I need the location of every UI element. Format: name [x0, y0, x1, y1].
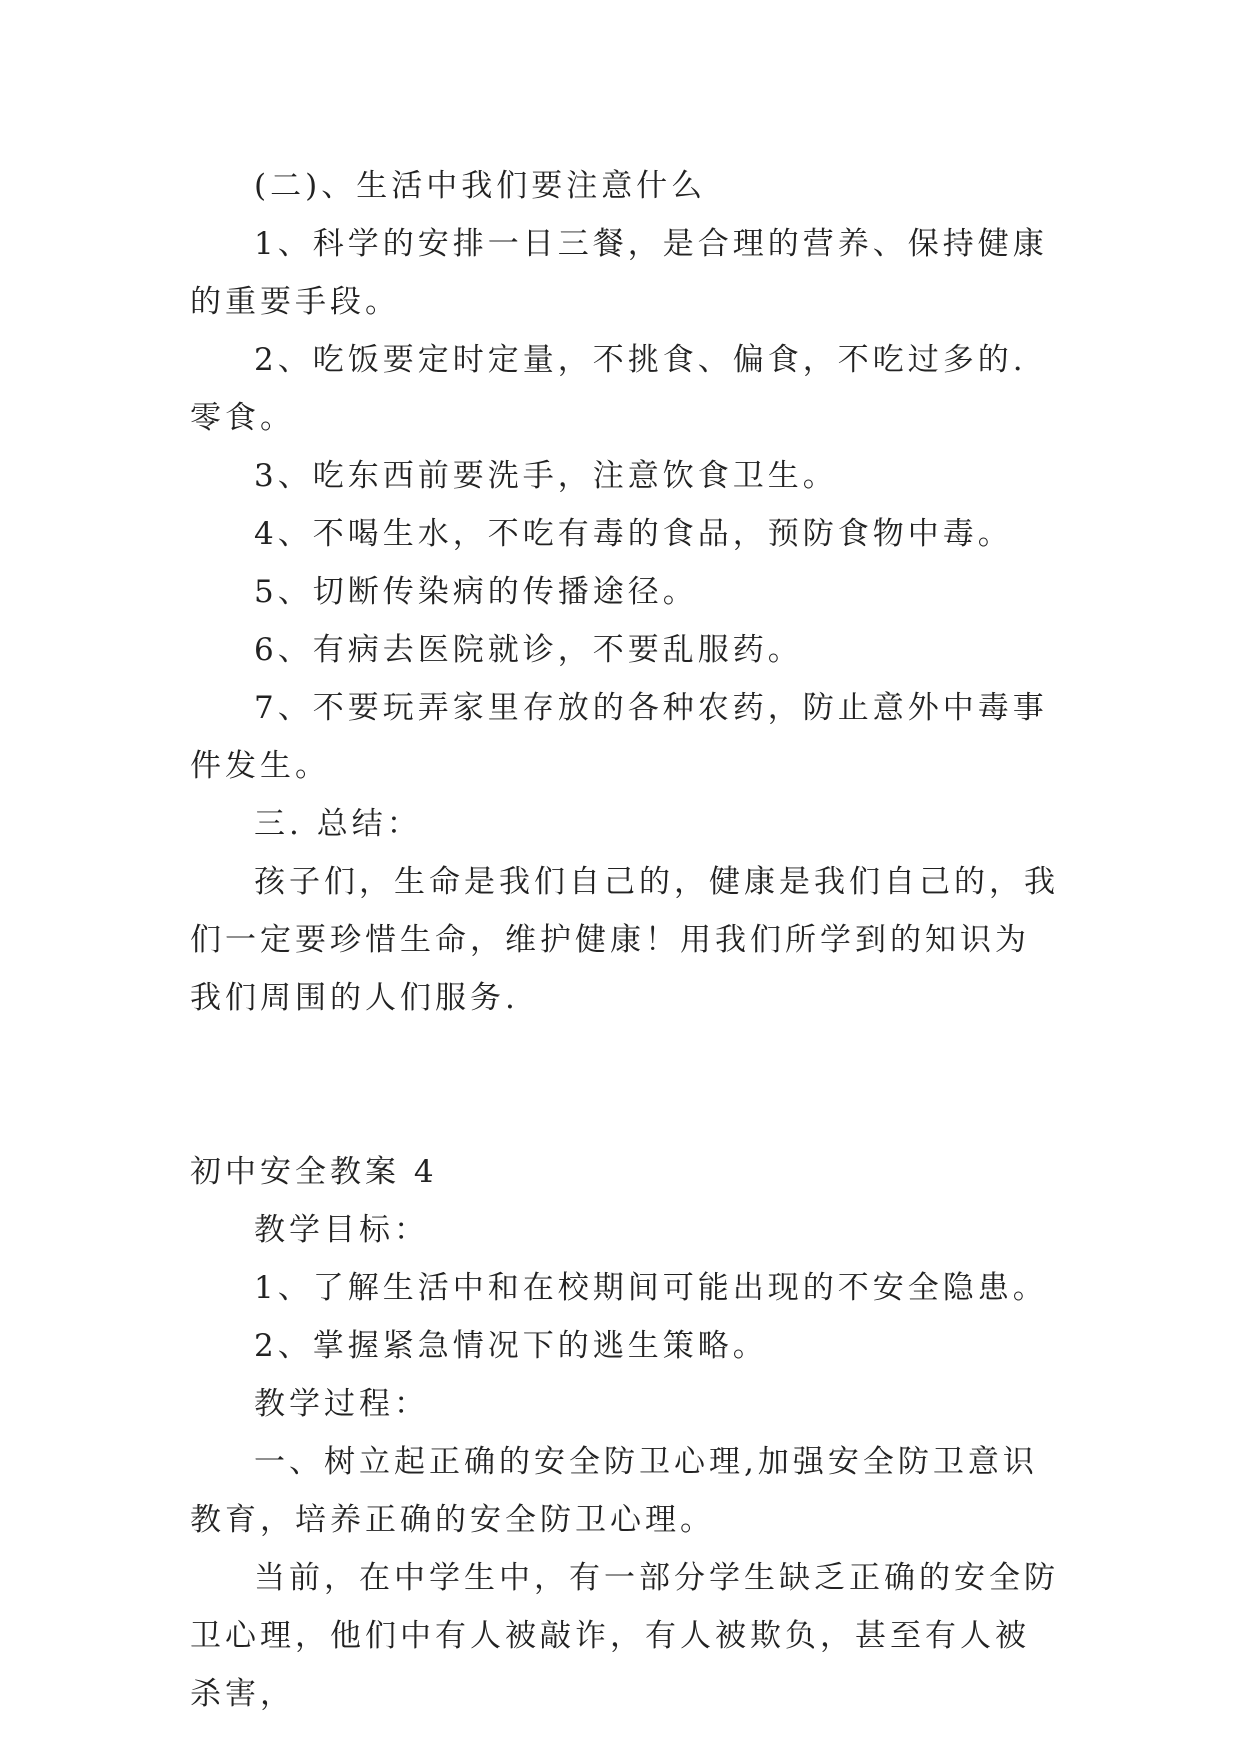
paragraph: 2、吃饭要定时定量，不挑食、偏食，不吃过多的.零食。	[190, 342, 1027, 436]
paragraph: 1、科学的安排一日三餐，是合理的营养、保持健康的重要手段。	[190, 226, 1048, 320]
paragraph: 教学过程：	[254, 1386, 429, 1422]
section-gap	[190, 1027, 1060, 1143]
paragraph: 教学目标：	[254, 1212, 429, 1248]
paragraph: 孩子们，生命是我们自己的，健康是我们自己的，我们一定要珍惜生命，维护健康！用我们所学到的知识为我们周围的人们服务.	[190, 864, 1059, 1016]
paragraph: (二)、生活中我们要注意什么	[254, 168, 707, 204]
paragraph: 2、掌握紧急情况下的逃生策略。	[254, 1328, 768, 1364]
paragraph: 6、有病去医院就诊，不要乱服药。	[254, 632, 803, 668]
paragraph: 3、吃东西前要洗手，注意饮食卫生。	[254, 458, 838, 494]
paragraph: 7、不要玩弄家里存放的各种农药，防止意外中毒事件发生。	[190, 690, 1048, 784]
paragraph: 当前，在中学生中，有一部分学生缺乏正确的安全防卫心理，他们中有人被敲诈，有人被欺负，甚至有人被杀害，	[190, 1560, 1059, 1712]
paragraph: 5、切断传染病的传播途径。	[254, 574, 698, 610]
paragraph: 三. 总结：	[254, 806, 422, 842]
section-title: 初中安全教案 4	[190, 1154, 438, 1190]
paragraph: 1、了解生活中和在校期间可能出现的不安全隐患。	[254, 1270, 1048, 1306]
paragraph: 4、不喝生水，不吃有毒的食品，预防食物中毒。	[254, 516, 1013, 552]
document-body	[190, 157, 1060, 1723]
paragraph: 一、树立起正确的安全防卫心理,加强安全防卫意识教育，培养正确的安全防卫心理。	[190, 1444, 1038, 1538]
